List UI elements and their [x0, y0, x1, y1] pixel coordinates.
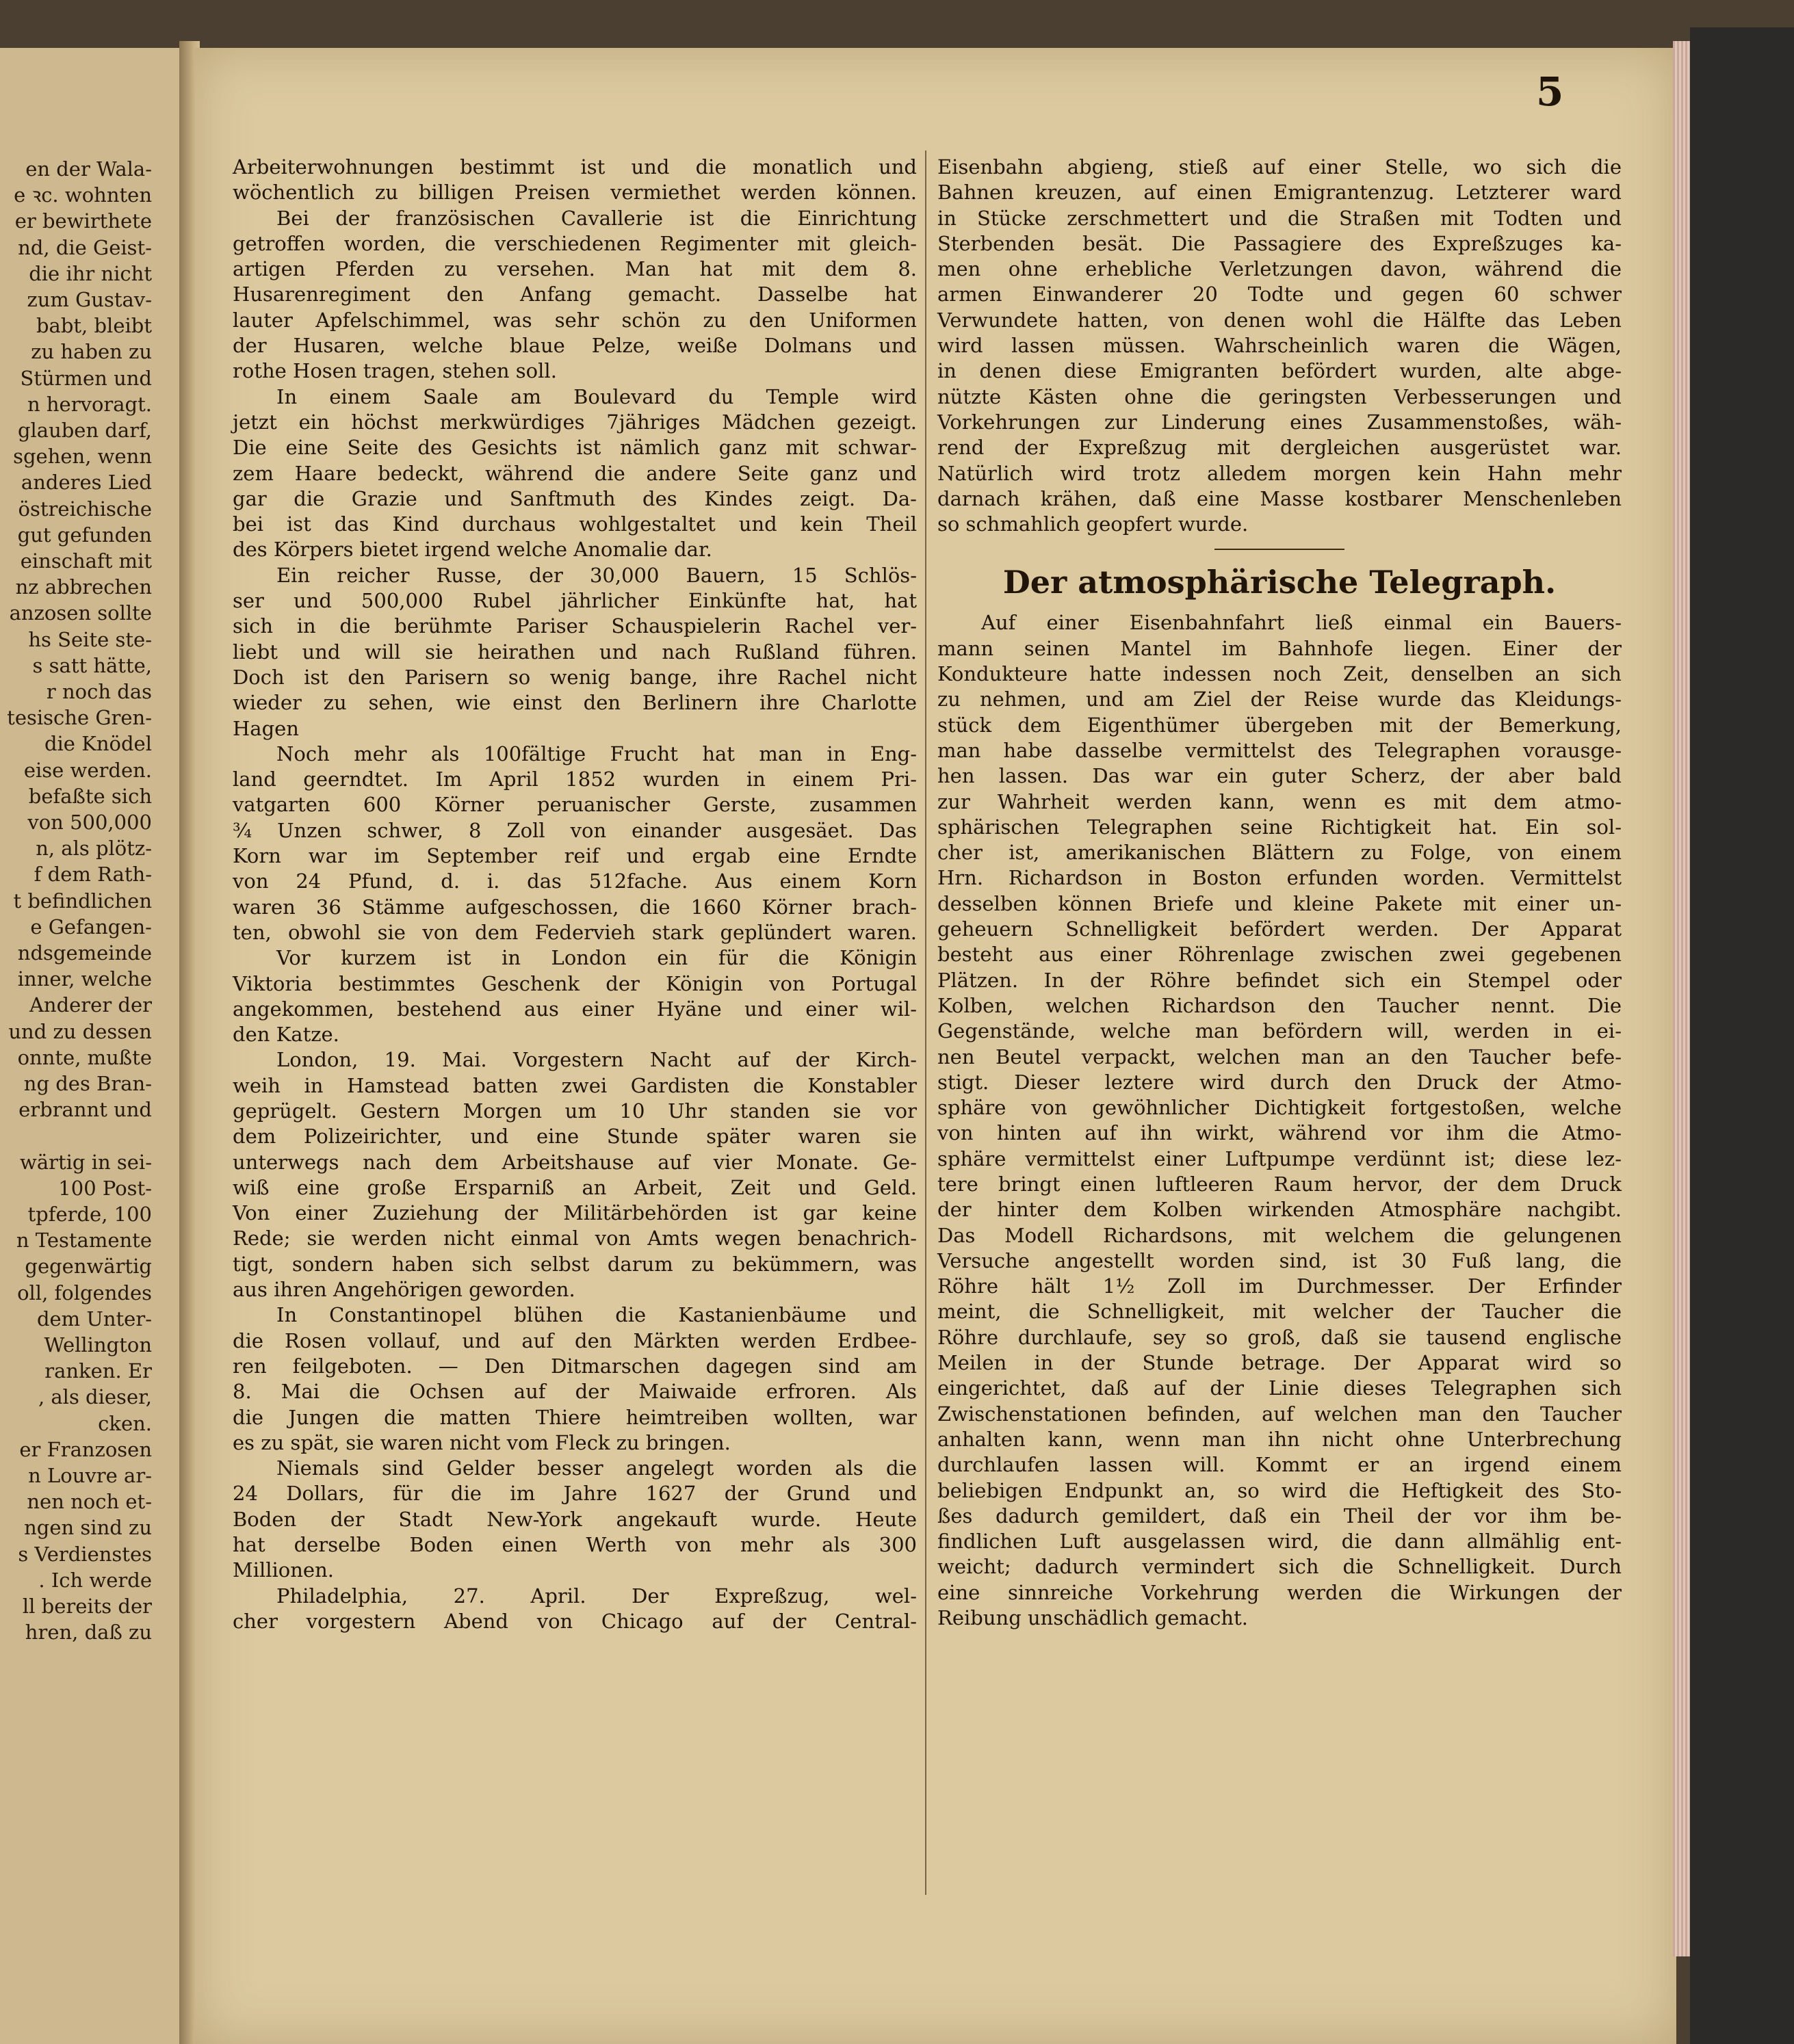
previous-page-fragment [3, 419, 152, 442]
left-column-line: ten, obwohl sie von dem Federvieh stark geplündert waren. [233, 920, 917, 944]
left-column-line: ¾ Unzen schwer, 8 Zoll von einander ausgesäet. Das [233, 818, 917, 842]
previous-page-fragment-text: ng des Bran- [23, 1072, 152, 1095]
left-column-line: ren feilgeboten. — Den Ditmarschen dagegen sind am [233, 1354, 917, 1378]
left-column-line: den Katze. [233, 1023, 339, 1047]
previous-page-fragment [3, 680, 152, 703]
left-column-line: Bei der französischen Cavallerie ist die Einrichtung [276, 206, 917, 230]
article-line: Das Modell Richardsons, mit welchem die gelungenen [937, 1223, 1622, 1247]
left-column-line: Die eine Seite des Gesichts ist nämlich ganz mit schwar- [233, 436, 917, 460]
article-body [937, 610, 1622, 1631]
previous-page-fragment [3, 445, 152, 468]
article-line: von hinten auf ihn wirkt, während vor ihm die Atmo- [937, 1121, 1622, 1145]
previous-page-fragment-text: sgehen, wenn [13, 445, 152, 469]
right-column-line: nützte Kästen ohne die geringsten Verbesserungen und [937, 384, 1622, 408]
left-column-line: In einem Saale am Boulevard du Temple wird [276, 384, 917, 408]
previous-page-fragment [3, 967, 152, 991]
previous-page-fragment [3, 288, 152, 311]
previous-page-fragment [3, 1229, 152, 1252]
left-column-line: ser und 500,000 Rubel jährlicher Einkünfte hat, hat [233, 589, 917, 613]
article-line: man habe dasselbe vermittelst des Telegraphen vorausge- [937, 738, 1622, 762]
right-column-line: Sterbenden besät. Die Passagiere des Expreßzuges ka- [937, 231, 1622, 255]
article-line: Röhre hält 1½ Zoll im Durchmesser. Der Erfinder [937, 1274, 1622, 1298]
right-column-line: armen Einwanderer 20 Todte und gegen 60 schwer [937, 283, 1622, 306]
article-line: mann seinen Mantel im Bahnhofe liegen. Einer der [937, 636, 1622, 660]
article-line: sphäre von gewöhnlicher Dichtigkeit fortgestoßen, welche [937, 1096, 1622, 1120]
article-line: Röhre durchlaufe, sey so groß, daß sie tausend englische [937, 1325, 1622, 1349]
previous-page-fragment [3, 393, 152, 416]
previous-page-fragment-text: 100 Post- [58, 1176, 152, 1200]
left-column-line: angekommen, bestehend aus einer Hyäne und einer wil- [233, 997, 917, 1021]
previous-page-fragment-text: erbrannt und [18, 1098, 152, 1122]
article-line: Plätzen. In der Röhre befindet sich ein Stempel oder [937, 968, 1622, 992]
previous-page-fragment-text: tesische Gren- [7, 706, 152, 730]
column-divider [925, 150, 926, 1895]
column-left [233, 155, 917, 1634]
left-column-line: hat derselbe Boden einen Werth von mehr als 300 [233, 1533, 917, 1557]
previous-page-fragment-text: dem Unter- [36, 1307, 152, 1331]
previous-page-fragment-text: hren, daß zu [25, 1621, 152, 1645]
article-line: durchlaufen lassen will. Kommt er an irgend einem [937, 1453, 1622, 1477]
previous-page-fragment [3, 1151, 152, 1174]
left-column-line: die Jungen die matten Thiere heimtreiben wollten, war [233, 1405, 917, 1429]
left-column-line: artigen Pferden zu versehen. Man hat mit dem 8. [233, 257, 917, 281]
left-column-line: aus ihren Angehörigen geworden. [233, 1278, 575, 1302]
previous-page-fragment [3, 811, 152, 834]
previous-page-fragment [3, 706, 152, 729]
left-column-line: Rede; sie werden nicht einmal von Amts wegen benachrich- [233, 1227, 917, 1250]
left-column-line: unterwegs nach dem Arbeitshause auf vier Monate. Ge- [233, 1150, 917, 1174]
previous-page-fragment [3, 1595, 152, 1618]
article-line: Kolben, welchen Richardson den Taucher nennt. Die [937, 993, 1622, 1017]
left-column-line: Niemals sind Gelder besser angelegt worden als die [276, 1456, 917, 1480]
article-line: hen lassen. Das war ein guter Scherz, der aber bald [937, 764, 1622, 788]
previous-page-fragment-text: anzosen sollte [9, 601, 152, 625]
previous-page-fragment [3, 1438, 152, 1461]
right-column-line: Verwundete hatten, von denen wohl die Hälfte das Leben [937, 308, 1622, 332]
previous-page-fragment [3, 1569, 152, 1592]
article-line: geheuern Schnelligkeit befördert werden. Der Apparat [937, 917, 1622, 941]
article-heading: Der atmosphärische Telegraph. [1002, 564, 1557, 601]
previous-page-fragment [3, 837, 152, 860]
previous-page-fragment-text: inner, welche [17, 967, 152, 991]
left-column-line: gar die Grazie und Sanftmuth des Kindes zeigt. Da- [233, 486, 917, 510]
previous-page-fragment [3, 183, 152, 207]
article-line: der hinter dem Kolben wirkenden Atmosphäre nachgibt. [937, 1198, 1622, 1222]
right-column-line: in denen diese Emigranten befördert wurden, alte abge- [937, 359, 1622, 383]
left-column-line: zem Haare bedeckt, während die andere Seite ganz und [233, 461, 917, 485]
left-column-line: Doch ist den Parisern so wenig bange, ihre Rachel nicht [233, 665, 917, 689]
book-cover [1690, 27, 1794, 2044]
right-column-line: Natürlich wird trotz alledem morgen kein Hahn mehr [937, 461, 1622, 485]
previous-page-fragment [3, 1490, 152, 1513]
left-column-line: Von einer Zuziehung der Militärbehörden ist gar keine [233, 1201, 917, 1225]
previous-page-fragment-text: wärtig in sei- [20, 1150, 152, 1174]
previous-page-fragment [3, 1281, 152, 1305]
left-column-line: waren 36 Stämme aufgeschossen, die 1660 Körner brach- [233, 895, 917, 919]
left-column-line: Husarenregiment den Anfang gemacht. Dasselbe hat [233, 283, 917, 306]
left-column-line: die Rosen vollauf, und auf den Märkten werden Erdbee- [233, 1328, 917, 1352]
article-line: Gegenstände, welche man befördern will, werden in ei- [937, 1019, 1622, 1043]
left-column-line: des Körpers bietet irgend welche Anomalie dar. [233, 538, 712, 562]
column-right [937, 155, 1622, 1631]
left-column-line: land geerndtet. Im April 1852 wurden in einem Pri- [233, 768, 917, 791]
previous-page-fragment [3, 1359, 152, 1383]
article-line: eine sinnreiche Vorkehrung werden die Wirkungen der [937, 1580, 1622, 1604]
previous-page-fragment [3, 236, 152, 259]
previous-page-fragment-text: cken. [98, 1411, 152, 1435]
article-line: zur Wahrheit werden kann, wenn es mit dem atmo- [937, 789, 1622, 813]
previous-page-fragment [3, 628, 152, 651]
previous-page-fragment [3, 1255, 152, 1278]
previous-page-fragment-text: eise werden. [23, 758, 152, 782]
left-column-line: dem Polizeirichter, und eine Stunde später waren sie [233, 1125, 917, 1149]
previous-page-fragment-text: er bewirthete [14, 209, 152, 233]
previous-page-fragment [3, 654, 152, 677]
previous-page-fragment-text: anderes Lied [21, 471, 152, 495]
previous-page-fragment-text: die Knödel [44, 732, 152, 756]
previous-page-fragment [3, 889, 152, 913]
article-line: findlichen Luft ausgelassen wird, die dann allmählig ent- [937, 1530, 1622, 1554]
previous-page-fragment [3, 785, 152, 808]
article-line: cher ist, amerikanischen Blättern zu Folge, von einem [937, 841, 1622, 865]
previous-page-fragment-text: einschaft mit [20, 549, 152, 573]
left-column-line: getroffen worden, die verschiedenen Regimenter mit gleich- [233, 231, 917, 255]
previous-page-fragment [3, 601, 152, 625]
previous-page-fragment-text: onnte, mußte [17, 1045, 152, 1069]
article-line: desselben können Briefe und kleine Pakete mit einer un- [937, 891, 1622, 915]
previous-page-fragment [3, 1072, 152, 1095]
previous-page-fragment [3, 993, 152, 1017]
article-line: stück dem Eigenthümer übergeben mit der Bemerkung, [937, 713, 1622, 737]
previous-page-fragment-text: und zu dessen [8, 1019, 152, 1043]
previous-page-fragment [3, 1307, 152, 1331]
previous-page-fragment [3, 471, 152, 494]
previous-page-fragment [3, 1333, 152, 1357]
left-column-line: wiß eine große Ersparniß an Arbeit, Zeit und Geld. [233, 1175, 917, 1199]
previous-page-fragment-text: r noch das [46, 680, 152, 703]
article-line: Kondukteure hatte indessen noch Zeit, denselben an sich [937, 662, 1622, 686]
previous-page-fragment [3, 732, 152, 755]
previous-page-fragment [3, 575, 152, 599]
previous-page-fragment [3, 1543, 152, 1566]
right-column-line: Eisenbahn abgieng, stieß auf einer Stelle, wo sich die [937, 155, 1622, 179]
previous-page-fragment-text: n, als plötz- [36, 837, 152, 861]
left-column-line: 8. Mai die Ochsen auf der Maiwaide erfroren. Als [233, 1380, 917, 1404]
previous-page-fragment-text: hs Seite ste- [28, 627, 152, 651]
previous-page-fragment-text: babt, bleibt [36, 314, 152, 338]
previous-page-fragment-text: s satt hätte, [32, 653, 152, 677]
left-column-line: cher vorgestern Abend von Chicago auf der Central- [233, 1609, 917, 1633]
left-column-line: Vor kurzem ist in London ein für die Königin [276, 946, 917, 970]
article-line: zu nehmen, und am Ziel der Reise wurde das Kleidungs- [937, 687, 1622, 711]
previous-page-fragment-text: befaßte sich [28, 784, 152, 808]
previous-page-fragment-text: Wellington [44, 1333, 152, 1357]
previous-page-fragment [3, 549, 152, 573]
left-column-line: bei ist das Kind durchaus wohlgestaltet und kein Theil [233, 512, 917, 536]
left-column-line: tigt, sondern haben sich selbst darum zu bekümmern, was [233, 1252, 917, 1276]
left-column-line: In Constantinopel blühen die Kastanienbäume und [276, 1303, 917, 1327]
article-line: ßes dadurch gemildert, daß ein Theil der vor ihm be- [937, 1504, 1622, 1528]
previous-page-fragment-text: t befindlichen [13, 889, 152, 913]
previous-page-fragment-text: gegenwärtig [25, 1255, 152, 1279]
left-column-line: Viktoria bestimmtes Geschenk der Königin von Portugal [233, 971, 917, 995]
previous-page-fragment [3, 915, 152, 939]
previous-page-fragment-text: Anderer der [29, 993, 152, 1017]
left-column-line: jetzt ein höchst merkwürdiges 7jähriges Mädchen gezeigt. [233, 410, 917, 434]
previous-page-fragment-text: er Franzosen [19, 1437, 152, 1461]
previous-page-fragment-text: von 500,000 [27, 811, 152, 834]
article-line: nen Beutel verpackt, welchen man an den Taucher befe- [937, 1045, 1622, 1069]
previous-page-fragment [3, 1098, 152, 1121]
previous-page-fragment-text: gut gefunden [17, 523, 152, 547]
previous-page-fragment [3, 523, 152, 547]
previous-page-fragment-text: glauben darf, [17, 419, 152, 442]
previous-page-fragment-text: nd, die Geist- [18, 235, 152, 259]
article-line: Versuche angestellt worden sind, ist 30 Fuß lang, die [937, 1248, 1622, 1272]
previous-page-fragment [3, 759, 152, 782]
previous-page-fragment [3, 209, 152, 233]
article-line: eingerichtet, daß auf der Linie dieses Telegraphen sich [937, 1376, 1622, 1400]
left-column-line: von 24 Pfund, d. i. das 512fache. Aus einem Korn [233, 869, 917, 893]
previous-page-fragment [3, 1621, 152, 1644]
previous-page-fragment-text: nen noch et- [27, 1490, 152, 1514]
right-column-line: Vorkehrungen zur Linderung eines Zusammenstoßes, wäh- [937, 410, 1622, 434]
right-column-line: so schmahlich geopfert wurde. [937, 512, 1249, 536]
article-line: stigt. Dieser leztere wird durch den Druck der Atmo- [937, 1070, 1622, 1094]
previous-page-fragment [3, 340, 152, 363]
previous-page-fragment-text: . Ich werde [38, 1568, 152, 1592]
article-line: Auf einer Eisenbahnfahrt ließ einmal ein Bauers- [981, 611, 1622, 635]
article-line: sphäre vermittelst einer Luftpumpe verdünnt ist; diese lez- [937, 1147, 1622, 1170]
previous-page-fragment-text: ranken. Er [44, 1359, 152, 1383]
article-line: meint, die Schnelligkeit, mit welcher der Taucher die [937, 1300, 1622, 1324]
previous-page-fragment-text: Stürmen und [20, 366, 152, 390]
left-column-line: lauter Apfelschimmel, was sehr schön zu den Uniformen [233, 308, 917, 332]
previous-page-fragment-text: nz abbrechen [15, 575, 152, 599]
left-column-line: der Husaren, welche blaue Pelze, weiße Dolmans und [233, 334, 917, 358]
left-column-line: es zu spät, sie waren nicht vom Fleck zu bringen. [233, 1430, 731, 1454]
previous-page-fragment [3, 367, 152, 390]
left-column-line: vatgarten 600 Körner peruanischer Gerste, zusammen [233, 793, 917, 817]
previous-page-fragment-text: ndsgemeinde [17, 941, 152, 965]
previous-page-fragment-text: n Testamente [16, 1229, 152, 1253]
previous-page-fragment [3, 157, 152, 181]
article-line: Reibung unschädlich gemacht. [937, 1606, 1248, 1630]
left-column-line: London, 19. Mai. Vorgestern Nacht auf der Kirch- [276, 1048, 917, 1072]
previous-page-fragment-text: die ihr nicht [29, 261, 152, 285]
right-column-line: in Stücke zerschmettert und die Straßen mit Todten und [937, 206, 1622, 230]
left-column-line: Arbeiterwohnungen bestimmt ist und die monatlich und [233, 155, 917, 179]
previous-page-fragment [3, 1412, 152, 1435]
previous-page-fragment [3, 262, 152, 285]
left-column-line: wieder zu sehen, wie einst den Berlinern ihre Charlotte [233, 691, 917, 715]
left-column-line: Noch mehr als 100fältige Frucht hat man in Eng- [276, 742, 917, 765]
left-column-line: geprügelt. Gestern Morgen um 10 Uhr standen sie vor [233, 1099, 917, 1123]
left-column-line: liebt und will sie heirathen und nach Rußland führen. [233, 640, 917, 664]
previous-page-fragment-text: tpferde, 100 [27, 1203, 152, 1226]
section-separator [1214, 549, 1344, 550]
previous-page-fragment-text: en der Wala- [25, 157, 152, 181]
right-column-line: rend der Expreßzug mit dergleichen ausgerüstet war. [937, 436, 1622, 460]
previous-page-fragment [3, 1020, 152, 1043]
previous-page-fragment [3, 1516, 152, 1539]
left-column-line: wöchentlich zu billigen Preisen vermiethet werden können. [233, 181, 917, 205]
previous-page-fragment [3, 1203, 152, 1226]
previous-page-fragment-text: n Louvre ar- [28, 1464, 152, 1487]
previous-page-fragment-text: zu haben zu [31, 340, 152, 364]
previous-page-fragment-text: , als dieser, [38, 1385, 152, 1409]
article-line: Meilen in der Stunde betrage. Der Apparat wird so [937, 1351, 1622, 1375]
page-number: 5 [1536, 68, 1564, 115]
previous-page-fragment-text: f dem Rath- [34, 863, 152, 887]
previous-page-fragment [3, 1385, 152, 1408]
left-column-line: Hagen [233, 716, 299, 740]
previous-page-fragment-text: s Verdienstes [18, 1542, 152, 1566]
previous-page-fragment-text: ll bereits der [22, 1595, 152, 1618]
article-line: beliebigen Endpunkt an, so wird die Heftigkeit des Sto- [937, 1478, 1622, 1502]
article-line: tere bringt einen luftleeren Raum hervor, der dem Druck [937, 1172, 1622, 1196]
previous-page-fragment [3, 1046, 152, 1069]
article-line: sphärischen Telegraphen seine Richtigkeit hat. Ein sol- [937, 815, 1622, 839]
column-right-top [937, 155, 1622, 537]
previous-page-fragment-text: e ꝛc. wohnten [14, 183, 152, 207]
previous-page-fragment-text: e Gefangen- [30, 915, 152, 939]
previous-page-edge [0, 48, 179, 2044]
previous-page-fragment [3, 1177, 152, 1200]
left-column-line: Boden der Stadt New-York angekauft wurde. Heute [233, 1507, 917, 1531]
previous-page-fragment [3, 314, 152, 337]
previous-page-fragment-text: östreichische [18, 497, 152, 521]
left-column-line: rothe Hosen tragen, stehen soll. [233, 359, 557, 383]
article-line: Hrn. Richardson in Boston erfunden worden. Vermittelst [937, 866, 1622, 890]
left-column-line: weih in Hamstead batten zwei Gardisten die Konstabler [233, 1073, 917, 1097]
right-column-line: Bahnen kreuzen, auf einen Emigrantenzug. Letzterer ward [937, 181, 1622, 205]
left-column-line: 24 Dollars, für die im Jahre 1627 der Grund und [233, 1482, 917, 1506]
previous-page-fragment-text: ngen sind zu [24, 1516, 152, 1540]
right-column-line: men ohne erhebliche Verletzungen davon, während die [937, 257, 1622, 281]
previous-page-fragment [3, 863, 152, 886]
left-column-line: Ein reicher Russe, der 30,000 Bauern, 15 Schlös- [276, 563, 917, 587]
previous-page-fragment-text: zum Gustav- [27, 288, 152, 311]
left-column-line: sich in die berühmte Pariser Schauspielerin Rachel ver- [233, 614, 917, 638]
right-column-line: wird lassen müssen. Wahrscheinlich waren die Wägen, [937, 334, 1622, 358]
previous-page-fragment [3, 941, 152, 965]
article-line: besteht aus einer Röhrenlage zwischen zwei gegebenen [937, 943, 1622, 967]
right-column-line: darnach krähen, daß eine Masse kostbarer Menschenleben [937, 486, 1622, 510]
previous-page-fragment-text: n hervoragt. [27, 392, 152, 416]
article-line: Zwischenstationen befinden, auf welchen man den Taucher [937, 1402, 1622, 1426]
article-line: anhalten kann, wenn man ihn nicht ohne Unterbrechung [937, 1427, 1622, 1451]
left-column-line: Philadelphia, 27. April. Der Expreßzug, wel- [276, 1584, 917, 1608]
previous-page-fragment [3, 497, 152, 521]
article-line: weicht; dadurch vermindert sich die Schnelligkeit. Durch [937, 1555, 1622, 1579]
left-column-line: Millionen. [233, 1558, 334, 1582]
left-column-line: Korn war im September reif und ergab eine Erndte [233, 844, 917, 868]
previous-page-fragment-text: oll, folgendes [17, 1281, 152, 1305]
previous-page-fragment [3, 1464, 152, 1487]
